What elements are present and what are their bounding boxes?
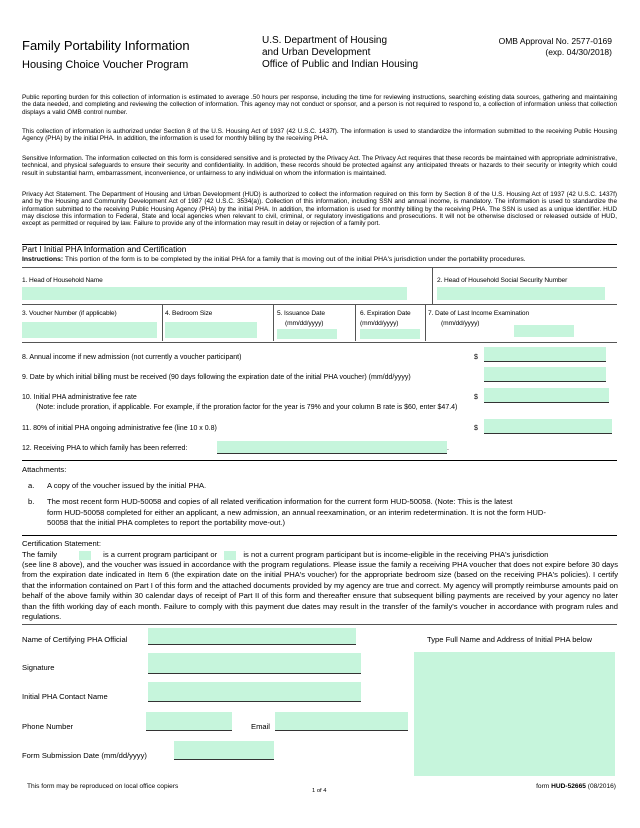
attachment-a-label: a. [28,481,35,490]
form-title: Family Portability Information [22,38,190,53]
dollar-sign: $ [474,354,478,361]
divider [22,460,617,461]
expiration-date-input[interactable] [360,329,420,339]
submission-date-label: Form Submission Date (mm/dd/yyyy) [22,751,147,760]
field-label-voucher: 3. Voucher Number (if applicable) [22,310,117,317]
field-label-income-exam: 7. Date of Last Income Examination [428,310,530,317]
divider [22,267,617,268]
certification-line-1 [22,550,622,560]
divider [162,305,163,341]
field-label-issuance-format: (mm/dd/yyyy) [285,320,324,327]
field-label-head-name: 1. Head of Household Name [22,277,103,284]
instructions-label: Instructions: [22,256,64,263]
instructions-text: This portion of the form is to be completed by the initial PHA for a family that is moving out of the initial PHA's jurisdiction under the portability procedures. [63,256,526,263]
underline [148,701,361,702]
receiving-pha-input[interactable] [217,441,447,453]
attachment-b-label: b. [28,497,35,506]
form-prefix: form [536,783,552,790]
voucher-number-input[interactable] [22,322,157,338]
issuance-date-input[interactable] [277,329,337,339]
line-9-label: 9. Date by which initial billing must be received (90 days following the expiration date of the initial PHA voucher) (mm/dd/yyyy) [22,374,411,381]
underline [174,759,274,760]
attachment-b-line-1: The most recent form HUD-50058 and copies of all related verification information for the current form HUD-50058. (Note: This is the latest [47,497,513,506]
underline [146,730,232,731]
underline [148,673,361,674]
dollar-sign: $ [474,394,478,401]
underline [275,730,408,731]
divider [273,305,274,341]
divider [355,305,356,341]
sensitive-info-paragraph: Sensitive Information. The information collected on this form is considered sensitive and is protected by the Privacy Act. The Privacy Act requires that these records be maintained with appropriate administrative, technical, and physical safeguards to ensure their security and confidentiality. In addition, these records should be protected against any anticipated threats or hazards to their security or integrity which could result in substantial harm, embarrassment, inconvenience, or unfairness to any individual on whom the information is maintained. [22,155,617,177]
last-income-exam-date-input[interactable] [514,325,574,337]
email-input[interactable] [275,712,408,730]
line-11-label: 11. 80% of initial PHA ongoing administrative fee (line 10 x 0.8) [22,425,217,432]
head-of-household-name-input[interactable] [22,287,407,300]
divider [425,305,426,341]
dollar-sign: $ [474,425,478,432]
line-10-label: 10. Initial PHA administrative fee rate [22,394,137,401]
not-current-participant-checkbox[interactable] [224,551,236,560]
omb-approval [499,36,612,58]
ssn-input[interactable] [437,287,605,300]
phone-label: Phone Number [22,722,74,731]
underline [484,433,612,434]
period: . [447,445,449,452]
attachments-heading: Attachments: [22,465,67,474]
form-subtitle: Housing Choice Voucher Program [22,59,189,71]
part1-heading: Part I Initial PHA Information and Certification [22,245,187,254]
line-8-label: 8. Annual income if new admission (not currently a voucher participant) [22,354,242,361]
contact-name-input[interactable] [148,682,361,701]
burden-paragraph: Public reporting burden for this collection of information is estimated to average .50 hours per response, including the time for reviewing instructions, searching existing data sources, gathering and maintaining the data needed, and completing and reviewing the collection of information. This agency may not conduct or sponsor, and a person is not required to respond to, a collection of information unless that collection displays a valid OMB control number. [22,94,617,116]
signature-label: Signature [22,663,55,672]
submission-date-input[interactable] [174,741,274,759]
cert-text-family: The family [22,550,58,559]
certifying-official-label: Name of Certifying PHA Official [22,635,128,644]
cert-text-current: is a current program participant or [103,550,218,559]
certifying-official-input[interactable] [148,628,356,644]
form-date: (08/2016) [585,783,616,790]
footer-reproduction-note: This form may be reproduced on local office copiers [27,783,179,790]
underline [484,402,609,403]
certification-body: (see line 8 above), and the voucher was issued in accordance with the program regulations. Please issue the family a receiving PHA voucher that does not expire before 30 days from the expiration date indicated in Item 6 (the expiration date on the initial PHA's voucher) for the appropriate bedroom size (based on the receiving PHA's policies). I certify that the information contained on Part I of this form and the attached documents provided by my agency are true and correct. My agency will promptly reimburse amounts paid on behalf of the above family within 30 calendar days of receipt of Part II of this form and thereafter ensure that subsequent billing payments are received by your agency no later than the fifth working day of each month. Failure to comply with this payment due dates may result in the transfer of the family's voucher in accordance with program rules and regulations. [22,560,618,622]
dept-line-3: Office of Public and Indian Housing [262,59,419,70]
cert-text-not-current: is not a current program participant but is income-eligible in the receiving PHA's jurisdiction [243,550,549,559]
authority-paragraph: This collection of information is authorized under Section 8 of the U.S. Housing Act of 1937 (42 U.S.C. 1437f). The information is used to standardize the information submitted to the receiving Public Housing Agency (PHA) by the initial PHA. In addition, the information is used for monthly billing by the receiving PHA. [22,128,617,143]
underline [484,361,606,362]
attachment-b-line-2: form HUD-50058 completed for either an applicant, a new admission, an annual reexamination, or an interim redetermination. It is not the form HUD- [47,507,546,517]
omb-expiration: (exp. 04/30/2018) [545,47,612,57]
field-label-bedroom: 4. Bedroom Size [165,310,213,317]
attachment-b-line-3: 50058 that the initial PHA completes to report the portability move-out.) [47,518,286,527]
contact-name-label: Initial PHA Contact Name [22,692,108,701]
privacy-act-paragraph: Privacy Act Statement. The Department of Housing and Urban Development (HUD) is authorized to collect the information required on this form by Section 8 of the U.S. Housing Act of 1937 (42 U.S.C. 1437f) and by the Housing and Community Development Act of 1987 (42 U.S.C. 3534(a)). Collection of this information, including SSN and annual income, is mandatory. The information is used to standardize the information submitted to the receiving Public Housing Agency (PHA) by the initial PHA. In addition, the information is used for monthly billing by the receiving PHA. The SSN is used as a unique identifier. HUD may disclose this information to Federal, State and local agencies when relevant to civil, criminal, or regulatory investigations and prosecutions. It will not be otherwise disclosed or released outside of HUD, except as permitted or required by law. Failure to provide any of the information may result in delay or rejection of a family port. [22,191,617,228]
form-number [536,783,616,790]
underline [148,644,356,645]
field-label-expiration: 6. Expiration Date [360,310,411,317]
admin-fee-rate-input[interactable] [484,388,609,402]
field-label-issuance: 5. Issuance Date [277,310,325,317]
annual-income-input[interactable] [484,347,606,361]
page-number: 1 of 4 [312,788,327,794]
divider [22,304,617,305]
current-participant-checkbox[interactable] [79,551,91,560]
department-block [262,35,418,71]
signature-input[interactable] [148,653,361,673]
underline [484,381,606,382]
dept-line-1: U.S. Department of Housing [262,35,388,46]
line-10-note: (Note: include proration, if applicable. For example, if the proration factor for the year is 79% and your column B rate is $60, enter $47.4) [36,404,458,411]
initial-pha-address-input[interactable] [414,652,615,776]
form-id: HUD-52665 [551,783,586,790]
divider [22,342,617,343]
divider [22,624,617,625]
omb-number: OMB Approval No. 2577-0169 [498,36,612,46]
certification-heading: Certification Statement: [22,539,101,548]
divider [22,535,617,536]
field-label-income-exam-format: (mm/dd/yyyy) [441,320,480,327]
part1-instructions [22,256,622,263]
bedroom-size-input[interactable] [165,322,257,338]
field-label-ssn: 2. Head of Household Social Security Number [437,277,568,284]
field-label-expiration-format: (mm/dd/yyyy) [360,320,399,327]
initial-pha-address-label: Type Full Name and Address of Initial PHA below [427,635,593,644]
line-12-label: 12. Receiving PHA to which family has been referred: [22,445,188,452]
email-label: Email [251,722,270,731]
divider [432,268,433,304]
dept-line-2: and Urban Development [262,47,371,58]
phone-input[interactable] [146,712,232,730]
attachment-b-text [47,497,622,529]
initial-billing-date-input[interactable] [484,367,606,381]
attachment-a-text: A copy of the voucher issued by the initial PHA. [47,481,207,490]
ongoing-admin-fee-input[interactable] [484,419,612,433]
underline [217,453,447,454]
